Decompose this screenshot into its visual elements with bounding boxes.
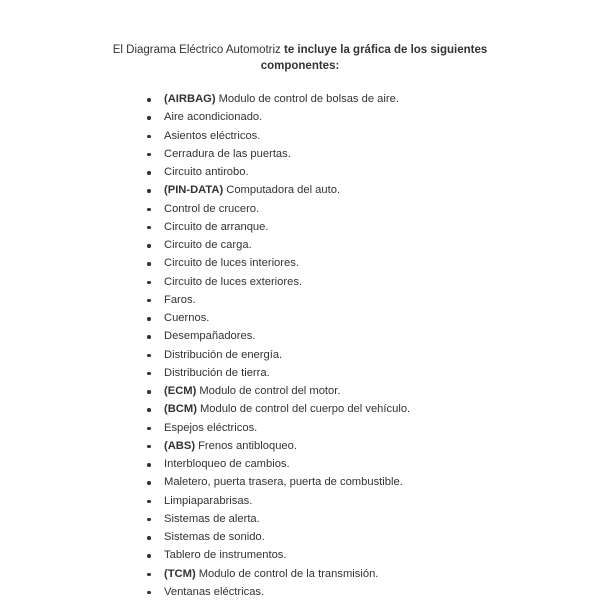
component-text: Modulo de control de la transmisión. <box>198 567 379 580</box>
component-text: Distribución de tierra. <box>164 366 270 379</box>
list-item <box>140 108 410 126</box>
bullet-icon <box>147 281 151 285</box>
bullet-icon <box>147 262 151 266</box>
intro-line-2: componentes: <box>260 60 340 72</box>
bullet-icon <box>147 208 151 212</box>
component-text: Faros. <box>164 293 196 306</box>
component-text: Distribución de energía. <box>164 348 283 361</box>
component-code: (AIRBAG) <box>164 93 216 105</box>
list-item <box>140 510 410 528</box>
bullet-icon <box>147 500 151 504</box>
list-item <box>140 145 410 163</box>
component-text: Desempañadores. <box>164 330 256 343</box>
component-code: (PIN-DATA) <box>164 184 224 197</box>
component-text: Cerradura de las puertas. <box>164 147 291 160</box>
component-text: Circuito antirobo. <box>164 166 249 178</box>
bullet-icon <box>147 116 151 120</box>
bullet-icon <box>147 153 151 157</box>
component-text: Modulo de control del motor. <box>199 385 341 397</box>
list-item <box>140 364 410 382</box>
list-item <box>140 473 410 491</box>
component-text: Sistemas de alerta. <box>164 512 260 525</box>
component-code: (BCM) <box>164 403 197 416</box>
component-text: Circuito de carga. <box>164 239 252 251</box>
component-text: Tablero de instrumentos. <box>164 549 287 562</box>
bullet-icon <box>147 554 151 558</box>
component-text: Modulo de control del cuerpo del vehículo. <box>199 403 411 416</box>
intro-paragraph <box>0 42 600 74</box>
component-text: Circuito de luces interiores. <box>164 257 299 270</box>
bullet-icon <box>147 372 151 376</box>
list-item <box>140 400 410 418</box>
list-item <box>140 455 410 473</box>
list-item <box>140 546 410 564</box>
component-text: Interbloqueo de cambios. <box>164 458 290 470</box>
component-text: Cuernos. <box>164 312 210 324</box>
component-text: Computadora del auto. <box>226 184 341 197</box>
list-item <box>140 492 410 510</box>
list-item <box>140 200 410 218</box>
bullet-icon <box>147 317 151 321</box>
component-text: Espejos eléctricos. <box>164 421 258 434</box>
list-item <box>140 127 410 145</box>
bullet-icon <box>147 518 151 522</box>
list-item <box>140 273 410 291</box>
component-code: (ECM) <box>164 385 197 397</box>
bullet-icon <box>147 189 151 193</box>
bullet-icon <box>147 573 151 577</box>
bullet-icon <box>147 427 151 431</box>
component-text: Circuito de luces exteriores. <box>164 275 303 288</box>
bullet-icon <box>147 591 151 595</box>
component-text: Circuito de arranque. <box>164 220 269 233</box>
bullet-icon <box>147 536 151 540</box>
component-text: Sistemas de sonido. <box>164 531 265 543</box>
bullet-icon <box>147 226 151 230</box>
bullet-icon <box>147 135 151 139</box>
intro-regular-text: El Diagrama Eléctrico Automotriz <box>112 44 285 56</box>
bullet-icon <box>147 354 151 358</box>
component-text: Modulo de control de bolsas de aire. <box>218 93 399 105</box>
component-text: Asientos eléctricos. <box>164 129 261 142</box>
intro-line-1 <box>0 42 600 58</box>
bullet-icon <box>147 390 151 394</box>
components-list <box>140 90 410 601</box>
list-item <box>140 419 410 437</box>
component-text: Maletero, puerta trasera, puerta de combustible. <box>164 476 403 489</box>
list-item <box>140 218 410 236</box>
list-item <box>140 327 410 345</box>
intro-bold-text: te incluye la gráfica de los siguientes <box>284 44 488 56</box>
bullet-icon <box>147 98 151 102</box>
component-text: Frenos antibloqueo. <box>198 439 297 452</box>
list-item <box>140 254 410 272</box>
list-item <box>140 346 410 364</box>
list-item <box>140 90 410 108</box>
list-item <box>140 236 410 254</box>
component-text: Limpiaparabrisas. <box>164 494 253 507</box>
bullet-icon <box>147 408 151 412</box>
list-item <box>140 565 410 583</box>
bullet-icon <box>147 244 151 248</box>
component-code: (TCM) <box>164 567 196 580</box>
component-text: Ventanas eléctricas. <box>164 585 265 598</box>
bullet-icon <box>147 335 151 339</box>
component-text: Control de crucero. <box>164 202 260 215</box>
bullet-icon <box>147 445 151 449</box>
list-item <box>140 181 410 199</box>
list-item <box>140 163 410 181</box>
list-item <box>140 309 410 327</box>
bullet-icon <box>147 463 151 467</box>
bullet-icon <box>147 299 151 303</box>
list-item <box>140 583 410 601</box>
component-code: (ABS) <box>164 439 196 452</box>
bullet-icon <box>147 171 151 175</box>
list-item <box>140 382 410 400</box>
list-item <box>140 291 410 309</box>
list-item <box>140 528 410 546</box>
list-item <box>140 437 410 455</box>
bullet-icon <box>147 481 151 485</box>
component-text: Aire acondicionado. <box>164 111 263 124</box>
